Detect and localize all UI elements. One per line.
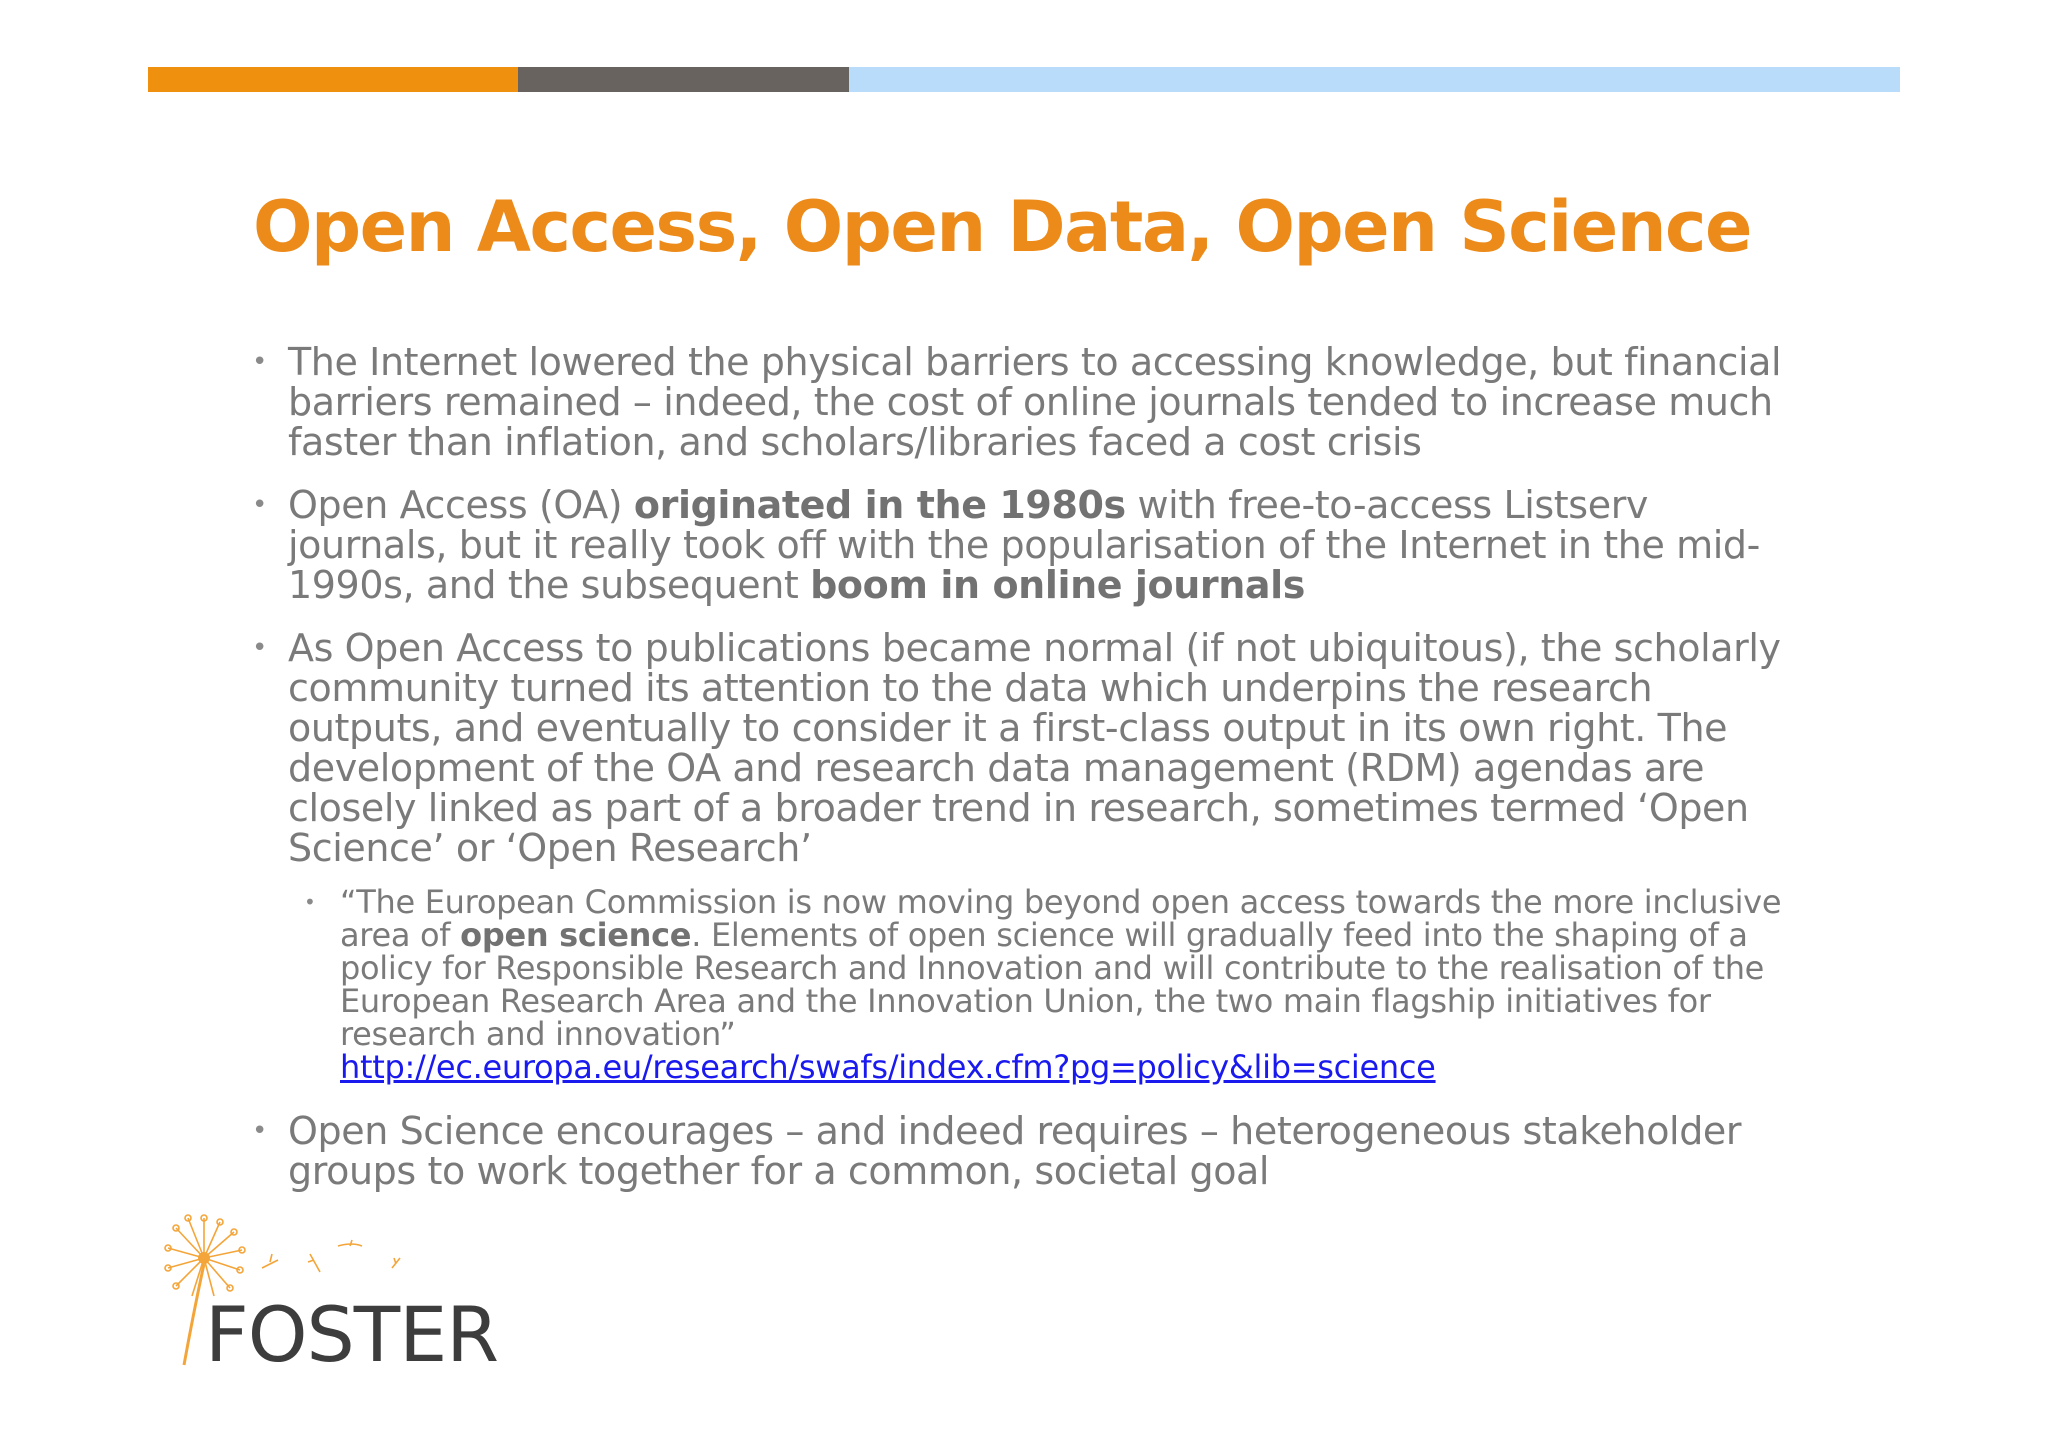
sub-bullet-quote [250, 883, 1810, 1086]
header-color-bar [148, 67, 1900, 92]
foster-logo-text: FOSTER [205, 1290, 499, 1379]
bullet-text: As Open Access to publications became normal (if not ubiquitous), the scholarly community turned its attention to the data which underpins the research outputs, and eventually to consider it a first-class output in its own right. The development of the OA and research data management (RDM) agendas are closely linked as part of a broader trend in research, sometimes termed ‘Open Science’ or ‘Open Research’ [288, 626, 1781, 870]
bullet-item-open-data [250, 628, 1810, 868]
color-bar-orange [148, 67, 518, 92]
quote-source-link[interactable]: http://ec.europa.eu/research/swafs/index.cfm?pg=policy&lib=science [340, 1048, 1436, 1086]
quote-text-bold: open science [460, 916, 692, 954]
bullet-text-part: Open Access (OA) [288, 483, 634, 527]
bullet-text: The Internet lowered the physical barriers to accessing knowledge, but financial barriers remained – indeed, the cost of online journals tended to increase much faster than inflation, and scholars/libraries faced a cost crisis [288, 340, 1782, 464]
bullet-dot-icon: • [252, 347, 267, 377]
bullet-item-open-science [250, 1111, 1810, 1191]
bullet-text: Open Science encourages – and indeed requires – heterogeneous stakeholder groups to work together for a common, societal goal [288, 1109, 1742, 1193]
bullet-text-part: with free-to-access Listserv journals, but it really took off with the popularisation of the Internet in the mid-1990s, and the subsequent [288, 483, 1760, 607]
slide-title: Open Access, Open Data, Open Science [253, 186, 1751, 268]
bullet-text-bold: boom in online journals [810, 563, 1305, 607]
bullet-list [250, 342, 1810, 1214]
color-bar-blue [849, 67, 1900, 92]
bullet-item-open-access [250, 485, 1810, 605]
bullet-dot-icon: • [252, 490, 267, 520]
quote-text-part: “The European Commission is now moving beyond open access towards the more inclusive area of [340, 883, 1782, 954]
bullet-dot-icon: • [252, 633, 267, 663]
bullet-text-bold: originated in the 1980s [633, 483, 1126, 527]
color-bar-grey [518, 67, 849, 92]
quote-text-part: . Elements of open science will gradually feed into the shaping of a policy for Responsible Research and Innovation and will contribute to the realisation of the European Research Area and the Innovation Union, the two main flagship initiatives for research and innovation” [340, 916, 1765, 1053]
bullet-item-internet [250, 342, 1810, 462]
sub-bullet-dot-icon: • [304, 890, 316, 914]
bullet-dot-icon: • [252, 1116, 267, 1146]
